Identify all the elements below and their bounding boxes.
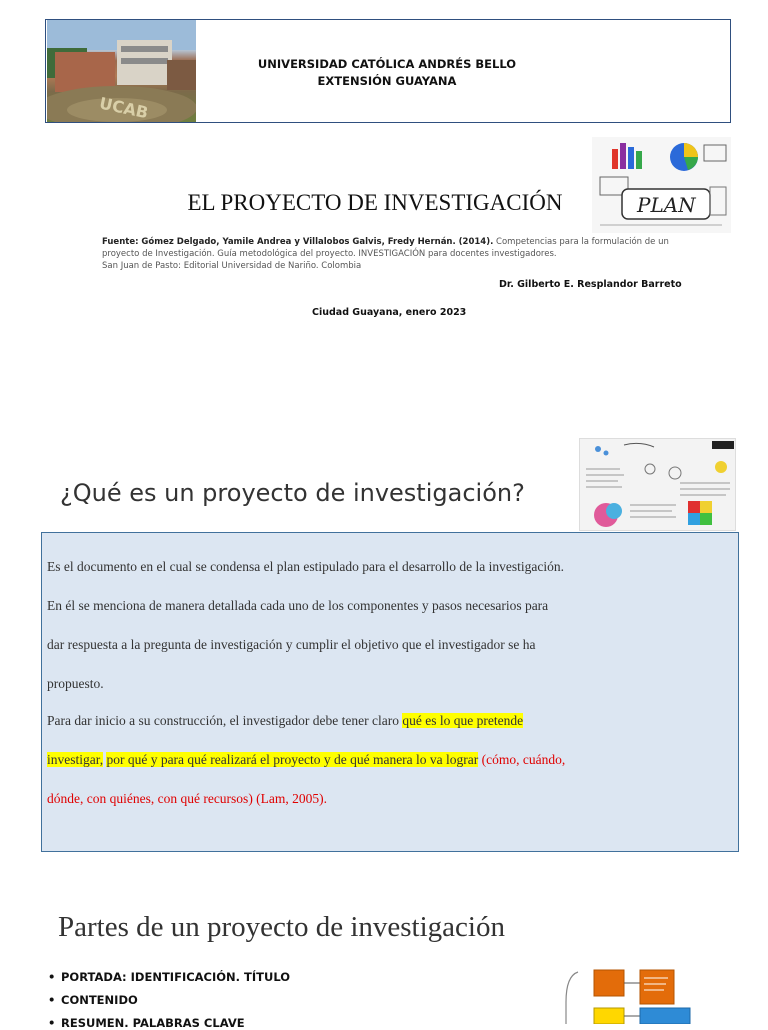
author-name: Dr. Gilberto E. Resplandor Barreto (499, 279, 682, 290)
source-title-start: Competencias para la formulación de un (493, 237, 669, 247)
question-heading: ¿Qué es un proyecto de investigación? (60, 479, 525, 507)
plan-illustration (592, 137, 731, 233)
source-citation-line-2: proyecto de Investigación. Guía metodológica del proyecto. INVESTIGACIÓN para docentes investigadores. (102, 249, 557, 259)
campus-photo-text: UCAB (97, 93, 150, 122)
bullet: • (48, 993, 56, 1007)
list-item (48, 1016, 245, 1030)
construction-line-2 (47, 752, 565, 768)
parts-heading: Partes de un proyecto de investigación (58, 911, 505, 943)
definition-line-2: En él se menciona de manera detallada cada uno de los componentes y pasos necesarios para (47, 598, 549, 613)
highlight-what: qué es lo que pretende (402, 713, 524, 728)
source-authors: Fuente: Gómez Delgado, Yamile Andrea y Villalobos Galvis, Fredy Hernán. (2014). (102, 237, 494, 247)
definition-line-3: dar respuesta a la pregunta de investigación y cumplir el objetivo que el investigador se ha (47, 637, 536, 652)
list-item-label: RESUMEN. PALABRAS CLAVE (61, 1016, 245, 1030)
definition-line-4: propuesto. (47, 676, 104, 691)
parts-diagram (560, 962, 730, 1024)
source-citation-line-3: San Juan de Pasto: Editorial Universidad de Nariño. Colombia (102, 261, 362, 271)
bullet: • (48, 970, 56, 984)
source-citation-line-1 (102, 237, 669, 247)
university-name: UNIVERSIDAD CATÓLICA ANDRÉS BELLO (257, 57, 517, 71)
list-item-label: CONTENIDO (61, 993, 138, 1007)
plan-image-text: PLAN (637, 193, 696, 217)
bullet: • (48, 1016, 56, 1030)
list-item (48, 993, 138, 1007)
red-text-where-resources: dónde, con quiénes, con qué recursos) (Lam, 2005). (47, 791, 328, 806)
list-item-label: PORTADA: IDENTIFICACIÓN. TÍTULO (61, 970, 291, 984)
campus-extension: EXTENSIÓN GUAYANA (317, 74, 457, 88)
construction-intro: Para dar inicio a su construcción, el investigador debe tener claro (47, 713, 403, 728)
red-text-how-when: (cómo, cuándo, (478, 752, 566, 767)
list-item (48, 970, 290, 984)
highlight-why-how: por qué y para qué realizará el proyecto y de qué manera lo va lograr (106, 752, 479, 767)
highlight-investigate: investigar, (47, 752, 104, 767)
presentation-title: EL PROYECTO DE INVESTIGACIÓN (187, 190, 563, 215)
construction-line-1 (47, 713, 523, 729)
definition-line-1: Es el documento en el cual se condensa el plan estipulado para el desarrollo de la investigación. (47, 559, 564, 574)
campus-photo (47, 20, 196, 122)
research-project-illustration (579, 438, 736, 531)
city-date: Ciudad Guayana, enero 2023 (312, 307, 467, 318)
